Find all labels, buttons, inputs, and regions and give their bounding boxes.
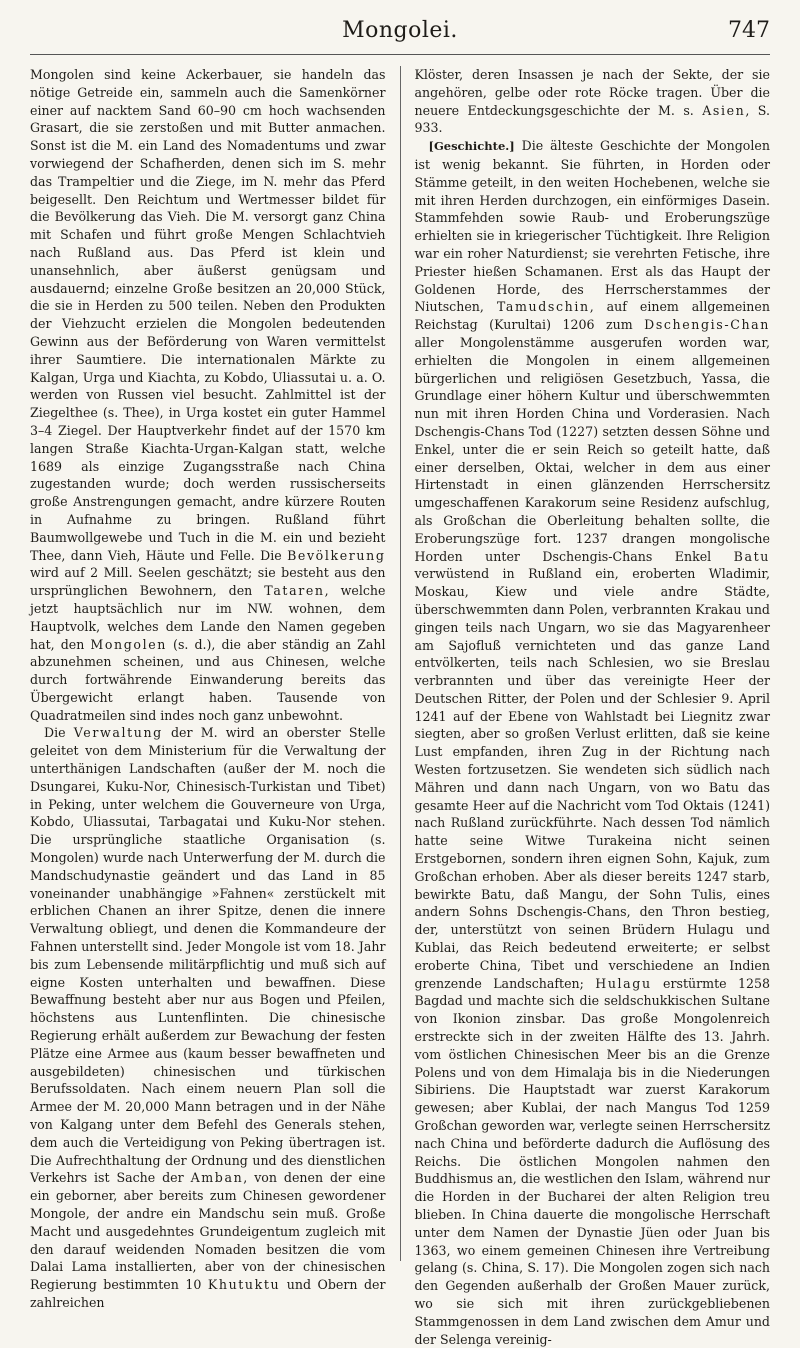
paragraph-monasteries (415, 66, 771, 137)
text-run: Die älteste Geschichte der Mongolen ist wenig bekannt. Sie führten, in Horden oder Stämme geteilt, in den weiten Hochebenen, welche sie mit ihren Herden durchzogen, ein einförmiges Dasein. Stammfehden sowie Raub- und Eroberungszüge erhielten sie in kriegerischer Tüchtigkeit. Ihre Religion war ein roher Naturdienst; sie verehrten Fetische, ihre Priester hießen Schamanen. Erst als das Haupt der Goldenen Horde, des Herrscherstammes der Niutschen, (414, 138, 770, 315)
text-run: Klöster, deren Insassen je nach der Sekte, der sie angehören, gelbe oder rote Röcke tragen. Über die neuere Entdeckungsgeschichte der M. s. (414, 67, 770, 118)
term-verwaltung: Verwaltung (73, 725, 163, 741)
term-amban: Amban (190, 1170, 244, 1186)
text-run: , auf einem allgemeinen Reichstag (Kurultai) 1206 zum (414, 299, 770, 333)
page-header (30, 14, 770, 55)
text-run: der M. wird an oberster Stelle geleitet von dem Ministerium für die Verwaltung der unterthänigen Landschaften (außer der M. noch die Dsungarei, Kuku-Nor, Chinesisch-Turkistan und Tibet) in Peking, unter welchem die Gouverneure von Urga, Kobdo, Uliassutai, Tarbagatai und Kuku-Nor stehen. Die ursprüngliche staatliche Organisation (s. Mongolen) wurde nach Unterwerfung der M. durch die Mandschudynastie geändert und das Land in 85 voneinander unabhängige »Fahnen« zerstückelt mit erblichen Chanen an ihrer Spitze, denen die innere Verwaltung obliegt, und denen die Kommandeure der Fahnen unterstellt sind. Jeder Mongole ist vom 18. Jahr bis zum Lebensende militärpflichtig und muß sich auf eigne Kosten unterhalten und bewaffnen. Diese Bewaffnung besteht aber nur aus Bogen und Pfeilen, höchstens aus Luntenflinten. Die chinesische Regierung erhält außerdem zur Bewachung der festen Plätze eine Armee aus (kaum besser bewaffneten und ausgebildeten) chinesischen und türkischen Berufssoldaten. Nach einem neuern Plan soll die Armee der M. 20,000 Mann betragen und in der Nähe von Kalgang unter dem Befehl des Generals stehen, dem auch die Verteidigung von Peking übertragen ist. Die Aufrechthaltung der Ordnung und des dienstlichen Verkehrs ist Sache der (30, 725, 386, 1186)
text-run: erstürmte 1258 Bagdad und machte sich die seldschukkischen Sultane von Ikonion zinsbar. Das große Mongolenreich erstreckte sich in der zweiten Hälfte des 13. Jahrh. vom östlichen Chinesischen Meer bis an die Grenze Polens und von dem Himalaja bis in die Niederungen Sibiriens. Die Hauptstadt war zuerst Karakorum gewesen; aber Kublai, der nach Mangus Tod 1259 Großchan geworden war, verlegte seinen Herrschersitz nach China und beförderte dadurch die Auflösung des Reichs. Die östlichen Mongolen nahmen den Buddhismus an, die westlichen den Islam, während nur die Horden in der Bucharei der alten Religion treu blieben. In China dauerte die mongolische Herrschaft unter dem Namen der Dynastie Jüen oder Juan bis 1363, wo einem gemeinen Chinesen ihre Vertreibung gelang (s. China, S. 17). Die Mongolen zogen sich nach den Gegenden außerhalb der Großen Mauer zurück, wo sie sich mit ihren zurückgebliebenen Stammgenossen in dem Land zwischen dem Amur und der Selenga vereinig- (414, 975, 770, 1347)
running-head-title: Mongolei. (342, 18, 458, 43)
text-run: aller Mongolenstämme ausgerufen worden war, erhielten die Mongolen in einem allgemeinen bürgerlichen und religiösen Gesetzbuch, Yassa, die Grundlage einer höhern Kultur und überschwemmten nun mit ihren Horden China und Vorderasien. Nach Dschengis-Chans Tod (1227) setzten dessen Söhne und Enkel, unter die er sein Reich so geteilt hatte, daß einer derselben, Oktai, welcher in dem aus einer Hirtenstadt in einen glänzenden Herrschersitz umgeschaffenen Karakorum seine Residenz aufschlug, als Großchan die Oberleitung behalten sollte, die Eroberungszüge fort. 1237 drangen mongolische Horden unter Dschengis-Chans Enkel (414, 334, 770, 564)
term-mongolen: Mongolen (90, 636, 167, 652)
term-hulagu: Hulagu (595, 975, 652, 991)
paragraph-economy-population (30, 66, 386, 724)
left-column (30, 66, 386, 1310)
text-run: wird auf 2 Mill. Seelen geschätzt; sie besteht aus den ursprünglichen Bewohnern, den (30, 565, 386, 599)
section-label-geschichte: [Geschichte.] (428, 139, 515, 154)
text-run: (s. d.), die aber ständig an Zahl abzunehmen scheinen, und aus Chinesen, welche durch fortwährende Einwanderung bereits das Übergewicht erlangt haben. Tausende von Quadratmeilen sind indes noch ganz unbewohnt. (30, 636, 386, 723)
term-bevoelkerung: Bevölkerung (287, 547, 386, 563)
text-run: , von denen der eine ein geborner, aber bereits zum Chinesen gewordener Mongole, der andre ein Mandschu sein muß. Große Macht und ausgedehntes Grundeigentum zugleich mit den darauf weidenden Nomaden besitzen die vom Dalai Lama installierten, aber von der chinesischen Regierung bestimmten 10 (30, 1170, 386, 1293)
term-tataren: Tataren (264, 583, 325, 599)
column-divider (400, 66, 401, 1261)
paragraph-administration (30, 724, 386, 1311)
page-number: 747 (728, 18, 770, 43)
text-run: und Obern der zahlreichen (30, 1277, 386, 1310)
term-khutuktu: Khutuktu (207, 1277, 281, 1293)
two-column-body (30, 66, 770, 1347)
term-dschengis-chan: Dschengis-Chan (644, 317, 770, 333)
term-tamudschin: Tamudschin (496, 299, 590, 315)
text-run: verwüstend in Rußland ein, eroberten Wladimir, Moskau, Kiew und viele andre Städte, überschwemmten dann Polen, verbrannten Krakau und gingen teils nach Ungarn, wo sie das Magyarenheer am Sajofluß vernichteten und das ganze Land entvölkerten, teils nach Schlesien, wo sie Breslau verbrannten und über das vereinigte Heer der Deutschen Ritter, der Polen und der Schlesier 9. April 1241 auf der Ebene von Wahlstadt bei Liegnitz zwar siegten, aber so großen Verlust erlitten, daß sie keine Lust empfanden, ihren Zug in der Richtung nach Westen fortzusetzen. Sie wendeten sich südlich nach Mähren und dann nach Ungarn, von wo Batu das gesamte Heer auf die Nachricht vom Tod Oktais (1241) nach Rußland zurückführte. Nach dessen Tod nämlich hatte seine Witwe Turakeina nicht seinen Erstgebornen, sondern ihren eignen Sohn, Kajuk, zum Großchan erhoben. Aber als dieser bereits 1247 starb, bewirkte Batu, daß Mangu, der Sohn Tulis, eines andern Sohns Dschengis-Chans, den Thron bestieg, der, unterstützt von seinen Brüdern Hulagu und Kublai, das Reich bedeutend erweiterte; er selbst eroberte China, Tibet und verschiedene an Indien grenzende Landschaften; (414, 566, 770, 991)
paragraph-history (415, 137, 771, 1348)
term-batu: Batu (733, 548, 770, 564)
text-run: Die (44, 725, 66, 741)
text-run: , S. 933. (414, 102, 770, 136)
text-run: Mongolen sind keine Ackerbauer, sie handeln das nötige Getreide ein, sammeln auch die Samenkörner einer auf nacktem Sand 60–90 cm hoch wachsenden Grasart, die sie zerstoßen und mit Butter anmachen. Sonst ist die M. ein Land des Nomadentums und zwar vorwiegend der Schafherden, denen sich im S. mehr das Trampeltier und die Ziege, im N. mehr das Pferd beigesellt. Den Reichtum und Wertmesser bildet für die Bevölkerung das Vieh. Die M. versorgt ganz China mit Schafen und führt große Mengen Schlachtvieh nach Rußland aus. Das Pferd ist klein und unansehnlich, aber äußerst genügsam und ausdauernd; einzelne Große besitzen an 20,000 Stück, die sie in Herden zu 500 teilen. Neben den Produkten der Viehzucht erzielen die Mongolen bedeutenden Gewinn aus der Beförderung von Waren vermittelst ihrer Saumtiere. Die internationalen Märkte zu Kalgan, Urga und Kiachta, zu Kobdo, Uliassutai u. a. O. werden von Russen viel besucht. Zahlmittel ist der Ziegelthee (s. Thee), in Urga kostet ein guter Hammel 3–4 Ziegel. Der Hauptverkehr findet auf der 1570 km langen Straße Kiachta-Urgan-Kalgan statt, welche 1689 als einzige Zugangsstraße nach China zugestanden wurde; doch werden russischerseits große Anstrengungen gemacht, andre kürzere Routen in Aufnahme zu bringen. Rußland führt Baumwollgewebe und Tuch in die M. ein und bezieht Thee, dann Vieh, Häute und Felle. Die (30, 67, 386, 563)
cross-reference-asien: Asien (702, 102, 746, 118)
right-column (414, 66, 771, 1347)
text-run: , welche jetzt hauptsächlich nur im NW. wohnen, dem Hauptvolk, welches dem Lande den Namen gegeben hat, den (30, 583, 386, 652)
